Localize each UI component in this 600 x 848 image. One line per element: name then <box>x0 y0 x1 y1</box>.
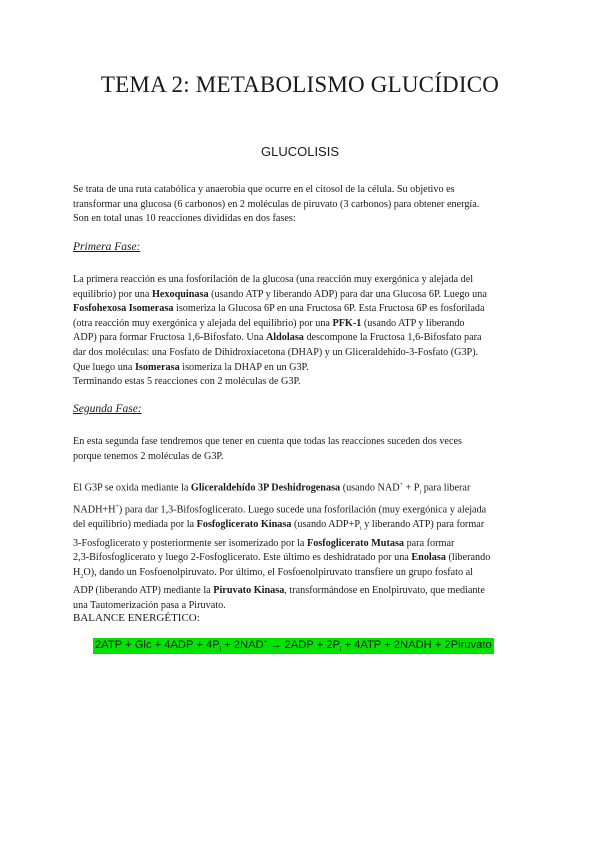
enzyme-name: Aldolasa <box>265 332 304 344</box>
text-line: ADP) para formar Fructosa 1,6-Bifosfato. Una Aldolasa descompone la Fructosa 1,6-Bifosfato para <box>73 332 482 344</box>
intro-paragraph <box>73 183 533 227</box>
balance-equation: 2ATP + Glc + $4ADP + 4P_i + 2NAD^+ \to 2ADP + 2P_i + 4ATP$ + 2NADH + 2Piruvato <box>95 639 492 654</box>
text-line: En esta segunda fase tendremos que tener en cuenta que todas las reacciones suceden dos veces <box>73 436 462 447</box>
phase2-paragraph <box>73 478 533 614</box>
text-line: porque tenemos 2 moléculas de G3P. <box>73 450 224 462</box>
page-title: TEMA 2: METABOLISMO GLUCÍDICO <box>100 72 500 97</box>
enzyme-name: Fosfoglicerato Mutasa <box>306 537 405 549</box>
text-line: del equilibrio) mediada por la Fosfoglicerato Kinasa (usando $ADP+P_i$ y liberando ATP) para formar <box>73 519 485 533</box>
enzyme-name: Piruvato Kinasa <box>213 585 285 597</box>
phase2-intro-paragraph <box>73 435 533 464</box>
section-title: GLUCOLISIS <box>260 144 340 159</box>
text-line: Que luego una Isomerasa isomeriza la DHAP en un G3P. <box>73 361 309 373</box>
enzyme-name: Hexoquinasa <box>151 288 209 300</box>
text-line: ADP (liberando ATP) mediante la Piruvato Kinasa, transformándose en Enolpiruvato, que mediante <box>73 585 485 597</box>
enzyme-name: Fosfohexosa Isomerasa <box>73 303 174 315</box>
text-line: Son en total unas 10 reacciones divididas en dos fases: <box>73 213 296 225</box>
text-line: 2,3-Bifosfoglicerato y luego 2-Fosfoglicerato. Este último es deshidratado por una Enolasa (liberando <box>73 552 491 564</box>
phase1-paragraph <box>73 273 533 390</box>
text-line: 3-Fosfoglicerato y posteriormente ser isomerizado por la Fosfoglicerato Mutasa para formar <box>73 537 455 549</box>
text-line: transformar una glucosa (6 carbonos) en 2 moléculas de piruvato (3 carbonos) para obtener energía. <box>73 198 480 210</box>
text-line: El G3P se oxida mediante la Gliceraldehído 3P Deshidrogenasa (usando $NAD^+ + P_i$ para liberar <box>73 482 471 496</box>
enzyme-name: Isomerasa <box>134 361 180 373</box>
phase1-heading: Primera Fase: <box>73 241 141 253</box>
enzyme-name: Enolasa <box>411 552 446 564</box>
text-line: equilibrio) por una Hexoquinasa (usando ATP y liberando ADP) para dar una Glucosa 6P. Luego una <box>73 288 487 300</box>
enzyme-name: Fosfoglicerato Kinasa <box>196 519 292 530</box>
text-line: NADH+H+) para dar 1,3-Bifosfoglicerato. Luego sucede una fosforilación (muy exergónica y alejada <box>73 504 487 516</box>
text-line: Fosfohexosa Isomerasa isomeriza la Glucosa 6P en una Fructosa 6P. Esta Fructosa 6P es fosforilada <box>73 303 485 315</box>
balance-label: BALANCE ENERGÉTICO: <box>73 612 200 624</box>
text-line: Se trata de una ruta catabólica y anaerobia que ocurre en el citosol de la célula. Su objetivo es <box>73 184 455 195</box>
text-line: (otra reacción muy exergónica y alejada del equilibrio) por una PFK-1 (usando ATP y liberando <box>73 317 465 329</box>
text-line: La primera reacción es una fosforilación de la glucosa (una reacción muy exergónica y alejada del <box>73 274 474 285</box>
text-line: dar dos moléculas: una Fosfato de Dihidroxiacetona (DHAP) y un Gliceraldehído-3-Fosfato (G3P). <box>73 346 479 358</box>
text-line: $H_2O$), dando un Fosfoenolpiruvato. Por último, el Fosfoenolpiruvato transfiere un grupo fosfato al <box>73 566 473 580</box>
text-line: Terminando estas 5 reacciones con 2 moléculas de G3P. <box>73 376 301 388</box>
enzyme-name: PFK-1 <box>332 317 362 329</box>
enzyme-name: Gliceraldehído 3P Deshidrogenasa <box>190 482 341 494</box>
text-line: una Tautomerización pasa a Piruvato. <box>73 600 226 612</box>
phase2-heading: Segunda Fase: <box>73 403 142 415</box>
